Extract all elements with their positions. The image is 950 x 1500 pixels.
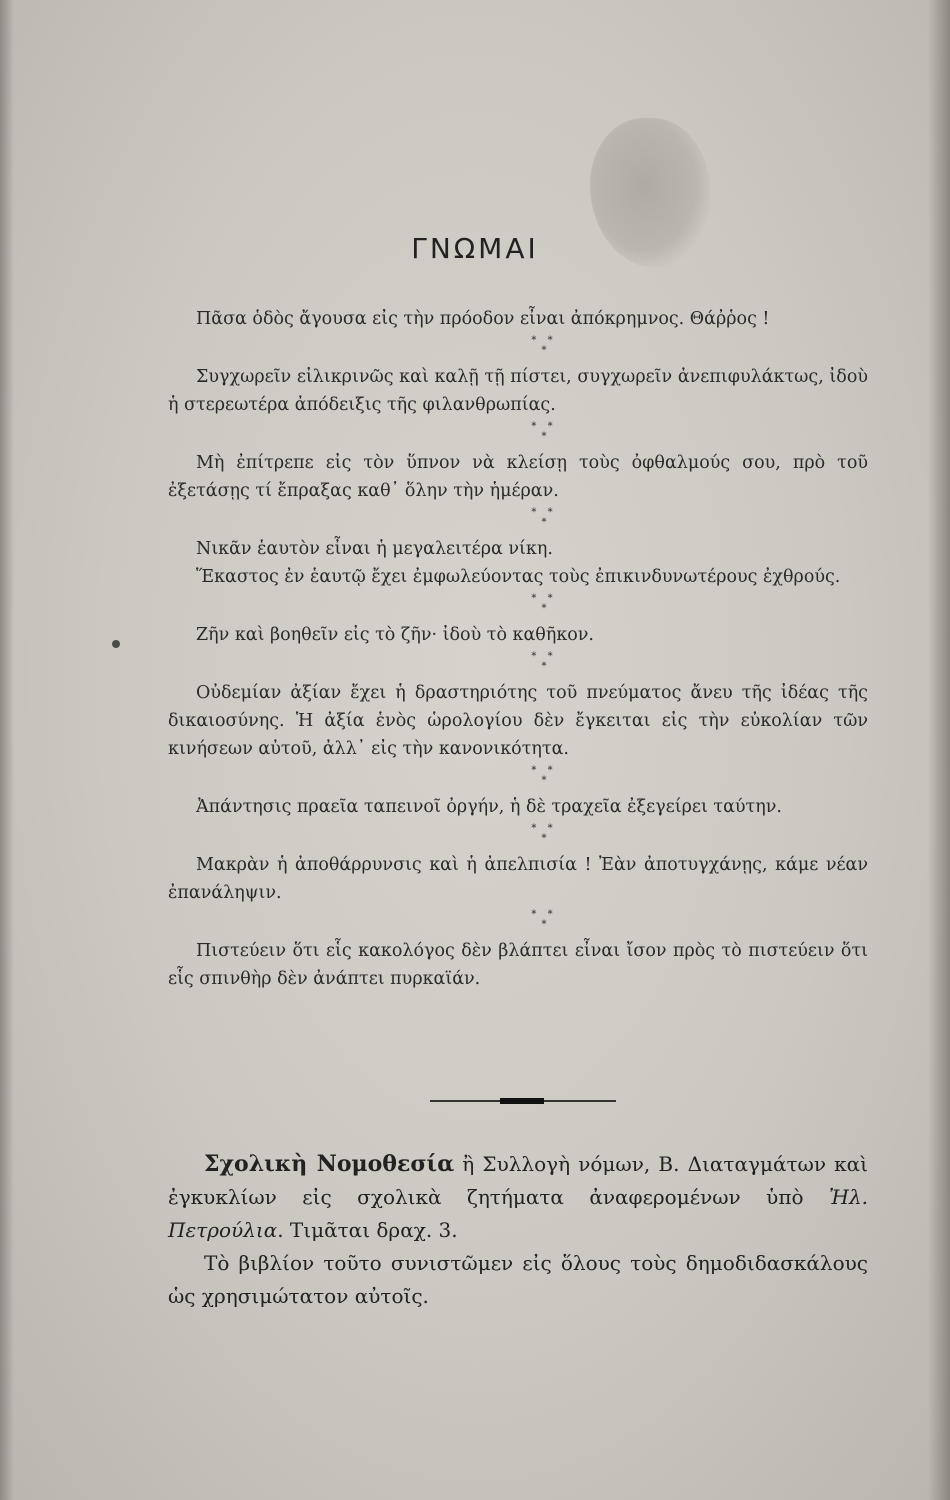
asterism-separator: * * * [531, 421, 557, 442]
maxims-list [168, 305, 868, 993]
ornamental-rule-center [500, 1098, 544, 1104]
book-recommendation: Τὸ βιβλίον τοῦτο συνιστῶμεν εἰς ὅλους τοὺς δημοδιδασκάλους ὡς χρησιμώτατον αὐτοῖς. [168, 1251, 868, 1308]
page-edge-shadow-left [0, 0, 14, 1500]
maxim-text: Νικᾶν ἑαυτὸν εἶναι ἡ μεγαλειτέρα νίκη. [196, 539, 553, 559]
maxim-text: Μακρὰν ἡ ἀποθάρρυνσις καὶ ἡ ἀπελπισία ! Ἐὰν ἀποτυγχάνῃς, κάμε νέαν ἐπανάληψιν. [168, 855, 868, 903]
page-title: ΓΝΩΜΑΙ [411, 232, 539, 265]
asterism-separator: * * * [531, 335, 557, 356]
book-notice [168, 1148, 868, 1313]
maxim [168, 937, 868, 993]
maxim [168, 363, 868, 419]
maxim-text: Πιστεύειν ὅτι εἷς κακολόγος δὲν βλάπτει εἶναι ἴσον πρὸς τὸ πιστεύειν ὅτι εἷς σπινθὴρ δὲν ἀνάπτει πυρκαϊάν. [168, 941, 868, 989]
book-title: Σχολικὴ Νομοθεσία [204, 1151, 455, 1177]
asterism-separator: * * * [531, 909, 557, 930]
maxim [168, 621, 868, 649]
maxim-text: Οὐδεμίαν ἀξίαν ἔχει ἡ δραστηριότης τοῦ πνεύματος ἄνευ τῆς ἰδέας τῆς δικαιοσύνης. Ἡ ἀξία ἑνὸς ὡρολογίου δὲν ἔγκειται εἰς τὴν εὐκολίαν τῶν κινήσεων αὐτοῦ, ἀλλ᾽ εἰς τὴν κανονικότητα. [168, 683, 868, 759]
maxim [168, 851, 868, 907]
maxim-text: Ἕκαστος ἐν ἑαυτῷ ἔχει ἐμφωλεύοντας τοὺς ἐπικινδυνωτέρους ἐχθρούς. [196, 567, 841, 587]
asterism-separator: * * * [531, 823, 557, 844]
maxim [168, 793, 868, 821]
asterism-separator: * * * [531, 651, 557, 672]
ink-spot [112, 640, 120, 648]
maxim [168, 679, 868, 763]
book-notice-paragraph [168, 1148, 868, 1247]
page-edge-shadow-right [928, 0, 950, 1500]
maxim [168, 449, 868, 505]
book-author: Ἠλ. Πετρούλια [168, 1185, 868, 1242]
maxim [168, 305, 868, 333]
maxim-text: Ἀπάντησις πραεῖα ταπεινοῖ ὀργήν, ἡ δὲ τραχεῖα ἐξεγείρει ταύτην. [196, 797, 782, 817]
asterism-separator: * * * [531, 765, 557, 786]
maxim-text: Μὴ ἐπίτρεπε εἰς τὸν ὕπνον νὰ κλείσῃ τοὺς ὀφθαλμούς σου, πρὸ τοῦ ἐξετάσῃς τί ἔπραξας καθ᾽ ὅλην τὴν ἡμέραν. [168, 453, 868, 501]
book-description: ἢ Συλλογὴ νόμων, Β. Διαταγμάτων καὶ ἐγκυκλίων εἰς σχολικὰ ζητήματα ἀναφερομένων ὑπὸ [168, 1152, 868, 1209]
maxim [168, 535, 868, 591]
asterism-separator: * * * [531, 507, 557, 528]
maxim-text: Ζῆν καὶ βοηθεῖν εἰς τὸ ζῆν· ἰδοὺ τὸ καθῆκον. [196, 625, 594, 645]
asterism-separator: * * * [531, 593, 557, 614]
maxim-text: Πᾶσα ὁδὸς ἄγουσα εἰς τὴν πρόοδον εἶναι ἀπόκρημνος. Θάῤῥος ! [196, 309, 770, 329]
book-price: . Τιμᾶται δραχ. 3. [277, 1218, 458, 1242]
maxim-text: Συγχωρεῖν εἰλικρινῶς καὶ καλῇ τῇ πίστει, συγχωρεῖν ἀνεπιφυλάκτως, ἰδοὺ ἡ στερεωτέρα ἀπόδειξις τῆς φιλανθρωπίας. [168, 367, 868, 415]
